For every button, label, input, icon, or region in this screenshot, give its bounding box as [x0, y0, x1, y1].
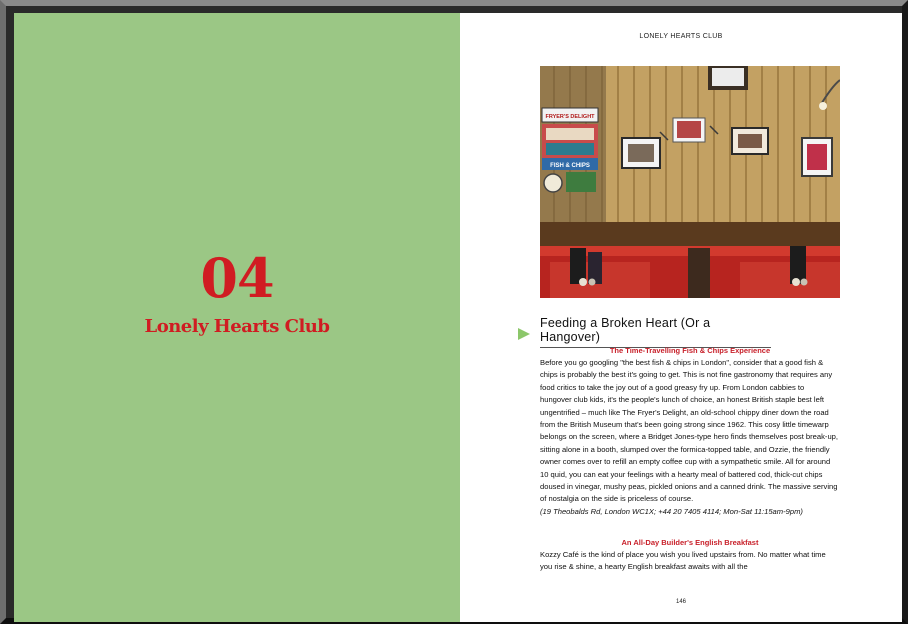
entry-body-fish-chips	[540, 357, 838, 518]
left-page	[14, 13, 460, 622]
sign-fryers-delight: FRYER'S DELIGHT	[545, 114, 595, 120]
entry-text: Before you go googling "the best fish & chips in London", consider that a good fish & chips is probably the best it's going to get. This is not fine gastronomy that requires any food critics to take the joy out of a good greasy fry up. From London cabbies to hungover club kids, it's the people's lunch of choice, an honest British staple best left ungentrified – much like The Fryer's Delight, an old-school chippy diner down the road from the British Museum that's been going strong since 1962. This cosy little timewarp belongs on the screen, where a Bridget Jones-type hero finds themselves post break-up, sitting alone in a booth, slumped over the formica-topped table, and Ozzie, the friendly owner comes over to refill an empty coffee cup with a sympathetic smile. All for around 10 quid, you can eat your feelings with a hearty meal of battered cod, thick-cut chips doused in vinegar, mushy peas, pickled onions and a canned drink. The massive serving of nostalgia on the side is priceless of course.	[540, 358, 839, 504]
right-page	[460, 13, 902, 622]
entry-info: (19 Theobalds Rd, London WC1X; +44 20 7405 4114; Mon-Sat 11:15am-9pm)	[540, 506, 803, 516]
section-arrow-icon	[518, 328, 530, 340]
chapter-title: Lonely Hearts Club	[144, 316, 330, 337]
diner-photo	[540, 66, 840, 298]
chapter-number: 04	[200, 246, 274, 310]
page-number: 146	[675, 599, 686, 605]
entry-text: Kozzy Café is the kind of place you wish you lived upstairs from. No matter what time you rise & shine, a hearty English breakfast awaits with all the	[540, 550, 826, 572]
book-spread	[14, 13, 902, 622]
section-heading: Feeding a Broken Heart (Or a Hangover)	[540, 316, 771, 348]
sign-fish-chips: FISH & CHIPS	[550, 163, 590, 169]
entry-heading-fish-chips: The Time-Travelling Fish & Chips Experience	[609, 346, 771, 355]
running-head: LONELY HEARTS CLUB	[639, 33, 723, 40]
entry-body-breakfast	[540, 549, 838, 574]
entry-heading-breakfast: An All-Day Builder's English Breakfast	[621, 538, 759, 547]
